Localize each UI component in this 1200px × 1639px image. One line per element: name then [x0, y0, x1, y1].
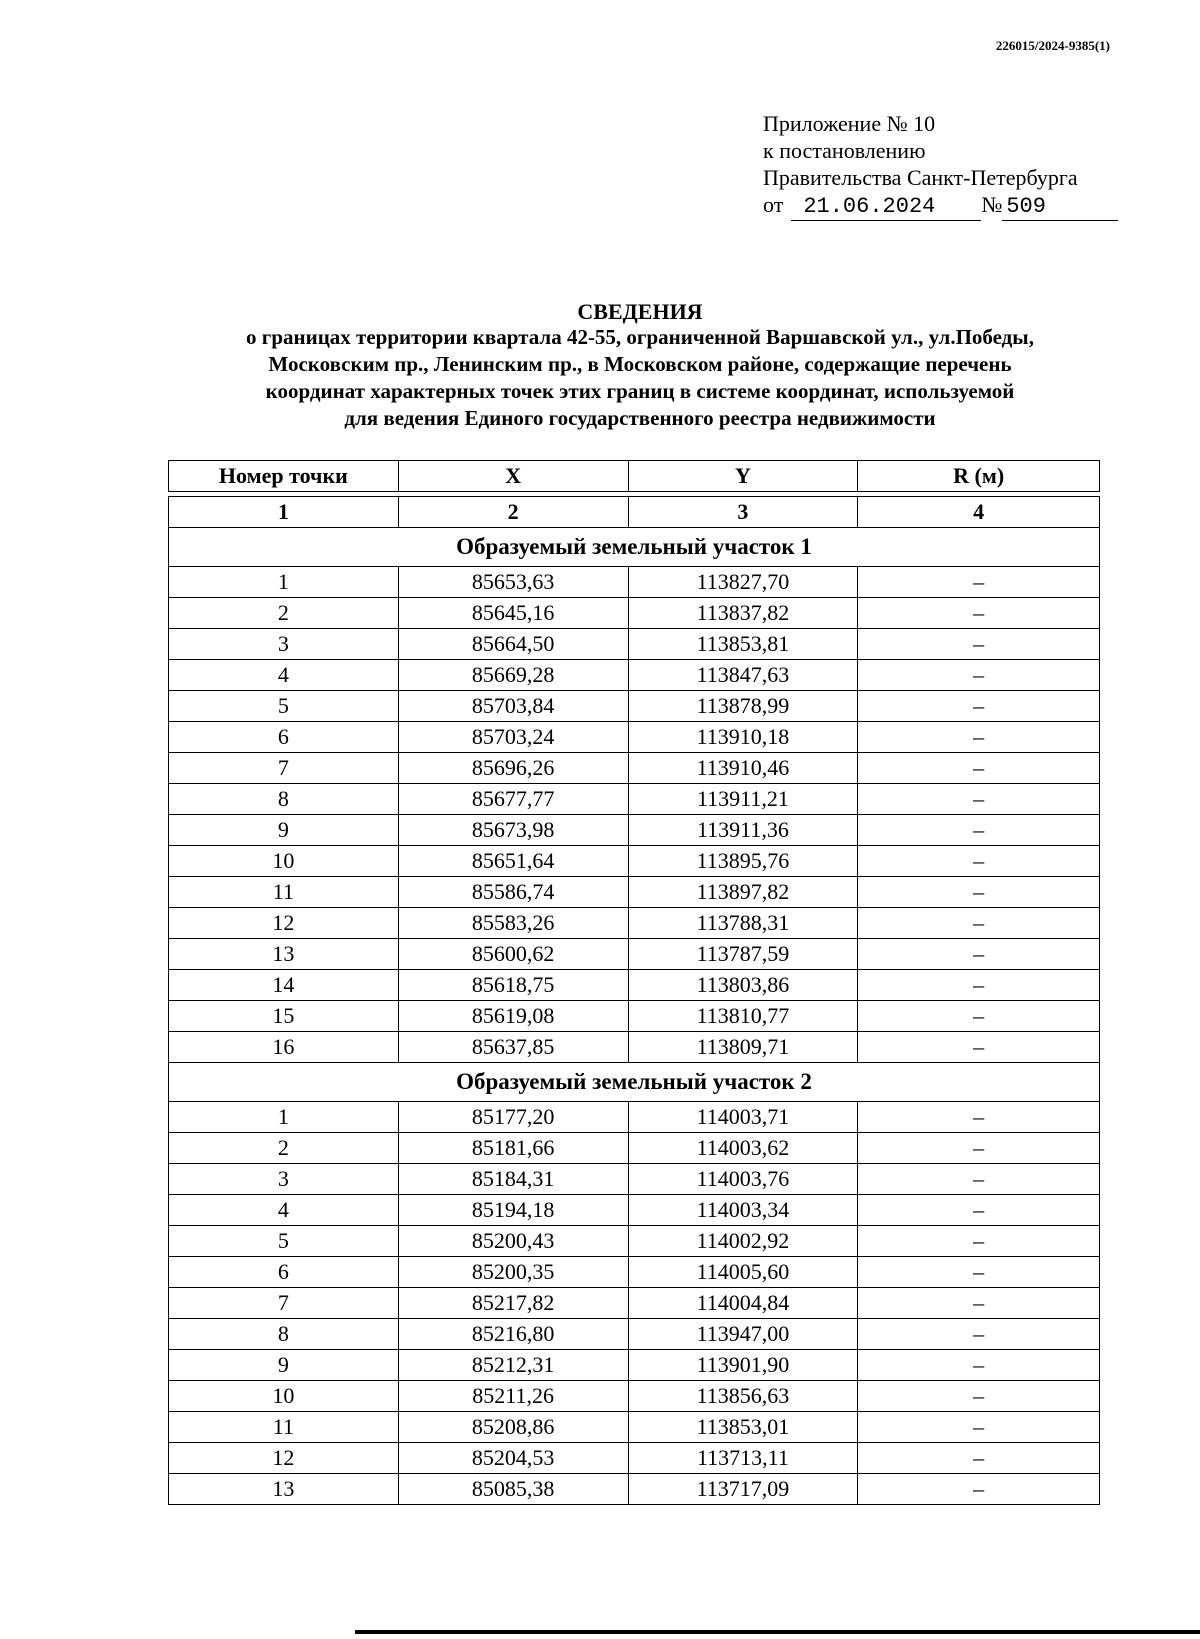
table-cell: 2	[169, 1133, 399, 1164]
table-cell: 114002,92	[628, 1226, 858, 1257]
table-cell: 6	[169, 722, 399, 753]
table-cell: 5	[169, 691, 399, 722]
table-cell: 113878,99	[628, 691, 858, 722]
table-row	[169, 1319, 1100, 1350]
table-cell: 85703,24	[398, 722, 628, 753]
column-header: R (м)	[858, 461, 1100, 492]
table-cell: 9	[169, 815, 399, 846]
table-cell: 113809,71	[628, 1032, 858, 1063]
table-cell: –	[858, 784, 1100, 815]
table-cell: 8	[169, 1319, 399, 1350]
table-cell: 113910,18	[628, 722, 858, 753]
table-cell: 85208,86	[398, 1412, 628, 1443]
document-heading	[130, 298, 1150, 432]
table-cell: 85600,62	[398, 939, 628, 970]
table-cell: 85653,63	[398, 567, 628, 598]
table-row	[169, 722, 1100, 753]
table-cell: 11	[169, 877, 399, 908]
heading-line-4: для ведения Единого государственного реестра недвижимости	[344, 406, 936, 430]
table-cell: 113947,00	[628, 1319, 858, 1350]
table-cell: –	[858, 846, 1100, 877]
column-header: Y	[628, 461, 858, 492]
table-cell: 85217,82	[398, 1288, 628, 1319]
table-cell: 1	[169, 567, 399, 598]
table-cell: 114003,71	[628, 1102, 858, 1133]
column-number: 4	[858, 497, 1100, 528]
table-cell: 85212,31	[398, 1350, 628, 1381]
table-cell: 113911,21	[628, 784, 858, 815]
column-number: 1	[169, 497, 399, 528]
appendix-line-3: Правительства Санкт-Петербурга	[763, 165, 1078, 190]
table-row	[169, 1381, 1100, 1412]
table-cell: 113856,63	[628, 1381, 858, 1412]
table-cell: 114003,34	[628, 1195, 858, 1226]
table-cell: –	[858, 1288, 1100, 1319]
table-cell: –	[858, 939, 1100, 970]
table-cell: 113837,82	[628, 598, 858, 629]
table-cell: 85184,31	[398, 1164, 628, 1195]
table-cell: 10	[169, 1381, 399, 1412]
table-cell: 113911,36	[628, 815, 858, 846]
table-row	[169, 567, 1100, 598]
table-cell: –	[858, 1381, 1100, 1412]
table-cell: 113787,59	[628, 939, 858, 970]
table-cell: 12	[169, 1443, 399, 1474]
table-cell: 85618,75	[398, 970, 628, 1001]
table-row	[169, 970, 1100, 1001]
column-number: 2	[398, 497, 628, 528]
table-cell: 4	[169, 1195, 399, 1226]
table-row	[169, 846, 1100, 877]
table-row	[169, 1164, 1100, 1195]
table-cell: 13	[169, 1474, 399, 1505]
table-row	[169, 939, 1100, 970]
table-row	[169, 1350, 1100, 1381]
table-row	[169, 815, 1100, 846]
from-label: от	[763, 192, 784, 217]
table-row	[169, 1226, 1100, 1257]
table-cell: –	[858, 691, 1100, 722]
table-row	[169, 1001, 1100, 1032]
table-cell: 113803,86	[628, 970, 858, 1001]
table-cell: 113897,82	[628, 877, 858, 908]
table-cell: 13	[169, 939, 399, 970]
table-cell: –	[858, 877, 1100, 908]
table-cell: –	[858, 598, 1100, 629]
table-cell: 113717,09	[628, 1474, 858, 1505]
table-cell: 85696,26	[398, 753, 628, 784]
table-cell: 114003,62	[628, 1133, 858, 1164]
heading-title: СВЕДЕНИЯ	[577, 299, 703, 324]
table-cell: 6	[169, 1257, 399, 1288]
table-row	[169, 629, 1100, 660]
table-cell: 85177,20	[398, 1102, 628, 1133]
table-row	[169, 1412, 1100, 1443]
table-cell: 16	[169, 1032, 399, 1063]
table-cell: –	[858, 753, 1100, 784]
table-cell: 8	[169, 784, 399, 815]
heading-line-2: Московским пр., Ленинским пр., в Московском районе, содержащие перечень	[268, 352, 1012, 376]
table-cell: –	[858, 1032, 1100, 1063]
table-cell: 2	[169, 598, 399, 629]
table-cell: 113788,31	[628, 908, 858, 939]
table-cell: –	[858, 629, 1100, 660]
table-cell: –	[858, 1195, 1100, 1226]
table-cell: 85085,38	[398, 1474, 628, 1505]
heading-line-3: координат характерных точек этих границ в системе координат, используемой	[265, 379, 1015, 403]
table-cell: –	[858, 567, 1100, 598]
resolution-date: 21.06.2024	[791, 193, 981, 221]
table-cell: 3	[169, 1164, 399, 1195]
table-cell: 85664,50	[398, 629, 628, 660]
table-row	[169, 753, 1100, 784]
table-row	[169, 1257, 1100, 1288]
table-cell: 114005,60	[628, 1257, 858, 1288]
table-cell: 113713,11	[628, 1443, 858, 1474]
section-row	[169, 528, 1100, 567]
table-cell: –	[858, 1226, 1100, 1257]
table-cell: 85619,08	[398, 1001, 628, 1032]
table-cell: 85651,64	[398, 846, 628, 877]
table-cell: 113910,46	[628, 753, 858, 784]
table-cell: –	[858, 660, 1100, 691]
table-row	[169, 1032, 1100, 1063]
table-row	[169, 1195, 1100, 1226]
table-row	[169, 908, 1100, 939]
table-cell: –	[858, 1319, 1100, 1350]
table-row	[169, 1133, 1100, 1164]
table-cell: –	[858, 1102, 1100, 1133]
section-row	[169, 1063, 1100, 1102]
table-header-row	[169, 461, 1100, 492]
table-cell: –	[858, 1412, 1100, 1443]
table-cell: –	[858, 1474, 1100, 1505]
table-cell: 113827,70	[628, 567, 858, 598]
table-cell: 85200,35	[398, 1257, 628, 1288]
table-cell: –	[858, 970, 1100, 1001]
bottom-edge-line	[355, 1630, 1200, 1634]
heading-line-1: о границах территории квартала 42-55, ограниченной Варшавской ул., ул.Победы,	[246, 325, 1034, 349]
table-cell: 85637,85	[398, 1032, 628, 1063]
table-cell: 85181,66	[398, 1133, 628, 1164]
table-cell: 11	[169, 1412, 399, 1443]
table-cell: 114004,84	[628, 1288, 858, 1319]
table-cell: 15	[169, 1001, 399, 1032]
table-row	[169, 877, 1100, 908]
column-header: Номер точки	[169, 461, 399, 492]
table-cell: 5	[169, 1226, 399, 1257]
table-cell: 7	[169, 1288, 399, 1319]
table-row	[169, 660, 1100, 691]
table-cell: 85645,16	[398, 598, 628, 629]
table-cell: 114003,76	[628, 1164, 858, 1195]
table-row	[169, 784, 1100, 815]
table-cell: 85204,53	[398, 1443, 628, 1474]
table-cell: 85669,28	[398, 660, 628, 691]
table-cell: –	[858, 722, 1100, 753]
number-label: №	[981, 192, 1003, 217]
table-cell: 85677,77	[398, 784, 628, 815]
table-cell: 85216,80	[398, 1319, 628, 1350]
table-cell: 10	[169, 846, 399, 877]
table-cell: –	[858, 1443, 1100, 1474]
table-cell: 85211,26	[398, 1381, 628, 1412]
appendix-block	[763, 110, 1118, 221]
table-cell: 3	[169, 629, 399, 660]
table-cell: –	[858, 1001, 1100, 1032]
column-number-row	[169, 497, 1100, 528]
table-cell: 85703,84	[398, 691, 628, 722]
section-title: Образуемый земельный участок 1	[169, 528, 1100, 567]
table-cell: 4	[169, 660, 399, 691]
column-header: X	[398, 461, 628, 492]
table-cell: 1	[169, 1102, 399, 1133]
table-cell: 113901,90	[628, 1350, 858, 1381]
table-cell: 85583,26	[398, 908, 628, 939]
section-title: Образуемый земельный участок 2	[169, 1063, 1100, 1102]
table-cell: 85586,74	[398, 877, 628, 908]
document-number: 226015/2024-9385(1)	[995, 38, 1110, 53]
appendix-date-line	[763, 191, 1118, 221]
table-cell: 113853,81	[628, 629, 858, 660]
table-cell: –	[858, 815, 1100, 846]
resolution-number: 509	[1002, 193, 1118, 221]
table-cell: 113853,01	[628, 1412, 858, 1443]
table-cell: 85194,18	[398, 1195, 628, 1226]
table-cell: –	[858, 1133, 1100, 1164]
table-cell: 113847,63	[628, 660, 858, 691]
table-cell: 9	[169, 1350, 399, 1381]
table-row	[169, 1443, 1100, 1474]
table-row	[169, 598, 1100, 629]
appendix-line-2: к постановлению	[763, 138, 926, 163]
table-cell: 113810,77	[628, 1001, 858, 1032]
table-cell: 7	[169, 753, 399, 784]
appendix-line-1: Приложение № 10	[763, 111, 936, 136]
table-cell: 113895,76	[628, 846, 858, 877]
table-cell: 85673,98	[398, 815, 628, 846]
column-number: 3	[628, 497, 858, 528]
table-cell: 14	[169, 970, 399, 1001]
table-row	[169, 1474, 1100, 1505]
table-cell: –	[858, 1257, 1100, 1288]
coordinates-table	[168, 460, 1100, 1505]
table-cell: 12	[169, 908, 399, 939]
table-row	[169, 1102, 1100, 1133]
table-cell: –	[858, 1350, 1100, 1381]
table-row	[169, 1288, 1100, 1319]
table-cell: 85200,43	[398, 1226, 628, 1257]
table-cell: –	[858, 1164, 1100, 1195]
table-cell: –	[858, 908, 1100, 939]
table-row	[169, 691, 1100, 722]
